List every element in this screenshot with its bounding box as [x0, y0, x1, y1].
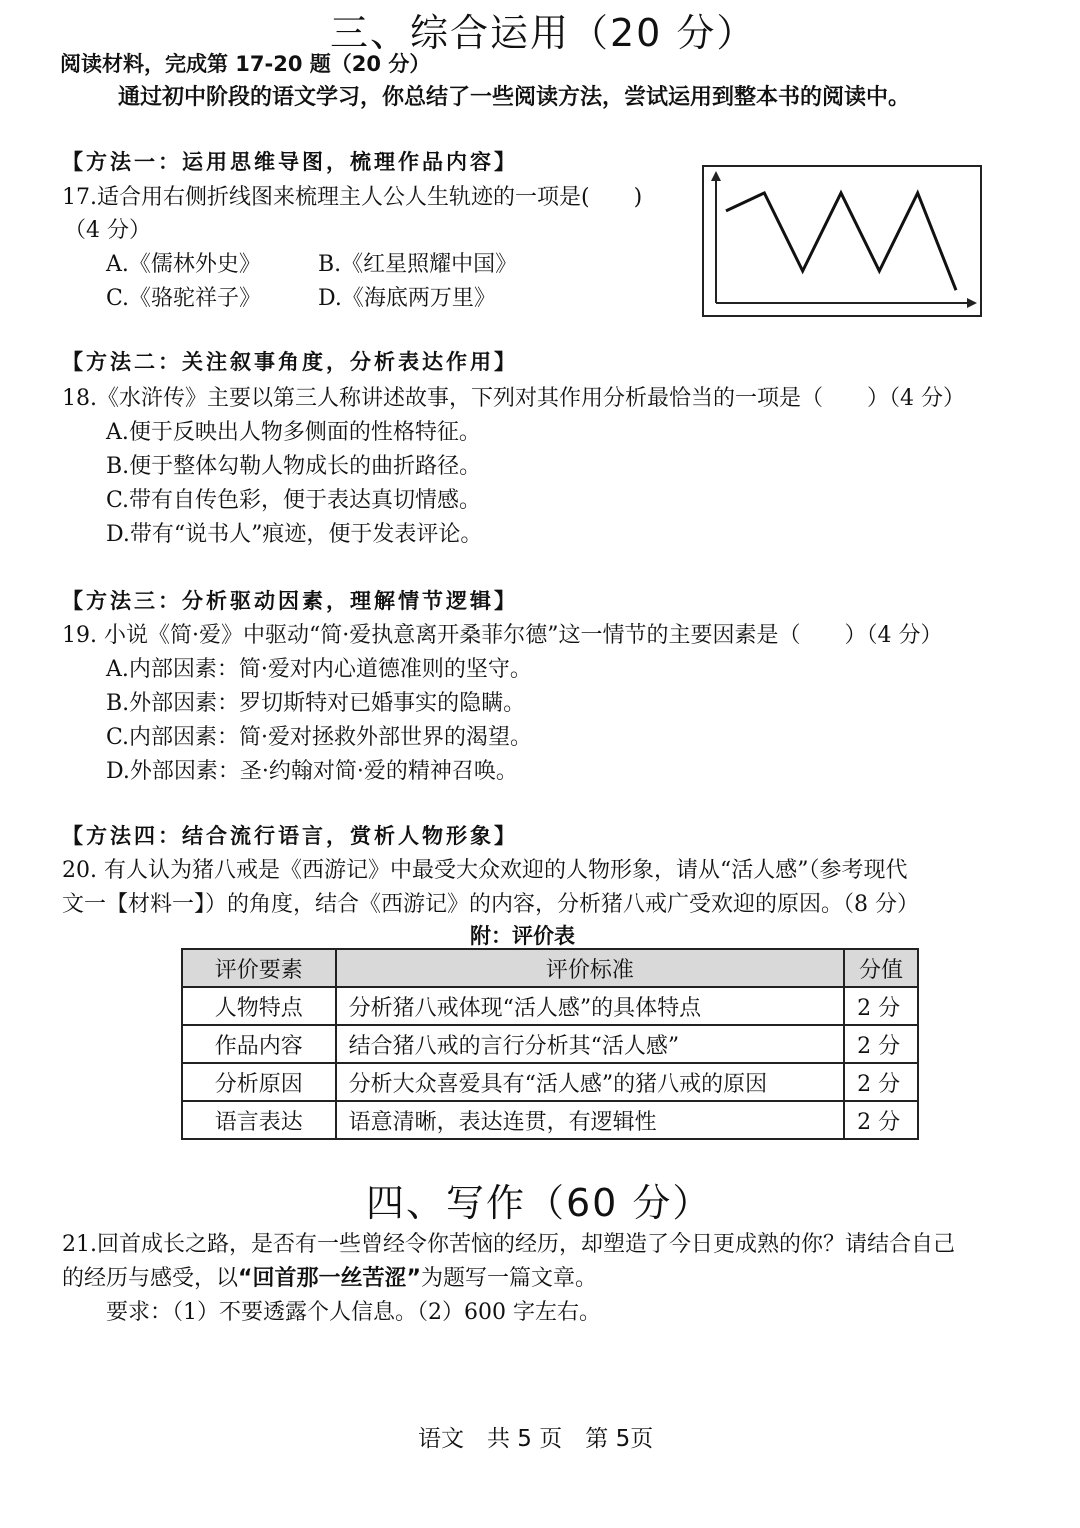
- q21-line2: [62, 1261, 597, 1292]
- page-footer: 语文 共 5 页 第 5页: [418, 1426, 654, 1452]
- q20-line2: 文一【材料一】）的角度，结合《西游记》的内容，分析猪八戒广受欢迎的原因。（8 分）: [62, 892, 919, 917]
- q17-option-b: B.《红星照耀中国》: [318, 252, 518, 277]
- chart-frame: [703, 166, 981, 316]
- q17-option-d: D.《海底两万里》: [318, 286, 496, 311]
- section4-title: 四、写作（60 分）: [366, 1181, 713, 1225]
- q21-topic: “回首那一丝苦涩”: [238, 1266, 421, 1291]
- table-cell: 2 分: [844, 1101, 918, 1139]
- table-cell: 语意清晰，表达连贯，有逻辑性: [336, 1101, 844, 1139]
- q19-option-a: A.内部因素：简·爱对内心道德准则的坚守。: [106, 657, 532, 682]
- table-caption: 附：评价表: [470, 924, 575, 948]
- q18-stem: 18.《水浒传》主要以第三人称讲述故事，下列对其作用分析最恰当的一项是（ ）（4 分）: [62, 386, 965, 411]
- table-header-cell: 评价要素: [182, 949, 336, 987]
- intro-heading: 阅读材料，完成第 17-20 题（20 分）: [60, 52, 431, 76]
- q17-score: （4 分）: [64, 218, 151, 243]
- q19-stem: 19. 小说《简·爱》中驱动“简·爱执意离开桑菲尔德”这一情节的主要因素是（ ）（4 分）: [62, 623, 943, 648]
- q17-option-c: C.《骆驼祥子》: [106, 286, 262, 311]
- method-2: 【方法二：关注叙事角度，分析表达作用】: [62, 349, 518, 374]
- q17-zigzag-chart: [702, 165, 982, 317]
- method-1: 【方法一：运用思维导图，梳理作品内容】: [62, 149, 518, 174]
- table-header-cell: 评价标准: [336, 949, 844, 987]
- table-header-row: [182, 949, 918, 987]
- method-3: 【方法三：分析驱动因素，理解情节逻辑】: [62, 588, 518, 613]
- table-cell: 结合猪八戒的言行分析其“活人感”: [336, 1025, 844, 1063]
- q17-stem: 17.适合用右侧折线图来梳理主人公人生轨迹的一项是( ): [62, 185, 643, 210]
- table-cell: 分析原因: [182, 1063, 336, 1101]
- q21-line1: 21.回首成长之路，是否有一些曾经令你苦恼的经历，却塑造了今日更成熟的你？请结合自己: [62, 1232, 955, 1257]
- q18-option-a: A.便于反映出人物多侧面的性格特征。: [106, 420, 481, 445]
- q18-option-c: C.带有自传色彩，便于表达真切情感。: [106, 488, 482, 513]
- q18-option-b: B.便于整体勾勒人物成长的曲折路径。: [106, 454, 482, 479]
- table-cell: 2 分: [844, 987, 918, 1025]
- q21-line2-post: 为题写一篇文章。: [420, 1266, 597, 1291]
- section3-title: 三、综合运用（20 分）: [330, 11, 757, 55]
- q19-option-b: B.外部因素：罗切斯特对已婚事实的隐瞒。: [106, 691, 526, 716]
- table-row: [182, 1063, 918, 1101]
- q18-option-d: D.带有“说书人”痕迹，便于发表评论。: [106, 522, 483, 547]
- q19-option-d: D.外部因素：圣·约翰对简·爱的精神召唤。: [106, 759, 518, 784]
- table-cell: 2 分: [844, 1025, 918, 1063]
- table-cell: 2 分: [844, 1063, 918, 1101]
- table-cell: 人物特点: [182, 987, 336, 1025]
- table-row: [182, 987, 918, 1025]
- table-cell: 分析猪八戒体现“活人感”的具体特点: [336, 987, 844, 1025]
- table-cell: 语言表达: [182, 1101, 336, 1139]
- table-row: [182, 1025, 918, 1063]
- table-header-cell: 分值: [844, 949, 918, 987]
- q21-line2-pre: 的经历与感受，以: [62, 1266, 239, 1291]
- method-4: 【方法四：结合流行语言，赏析人物形象】: [62, 823, 518, 848]
- table-cell: 分析大众喜爱具有“活人感”的猪八戒的原因: [336, 1063, 844, 1101]
- evaluation-table: [181, 948, 919, 1140]
- table-cell: 作品内容: [182, 1025, 336, 1063]
- q19-option-c: C.内部因素：简·爱对拯救外部世界的渴望。: [106, 725, 533, 750]
- q21-requirements: 要求：（1）不要透露个人信息。（2）600 字左右。: [106, 1300, 601, 1325]
- q20-line1: 20. 有人认为猪八戒是《西游记》中最受大众欢迎的人物形象，请从“活人感”（参考现代: [62, 858, 908, 883]
- q17-option-a: A.《儒林外史》: [106, 252, 261, 277]
- table-row: [182, 1101, 918, 1139]
- intro-text: 通过初中阶段的语文学习，你总结了一些阅读方法，尝试运用到整本书的阅读中。: [118, 85, 911, 110]
